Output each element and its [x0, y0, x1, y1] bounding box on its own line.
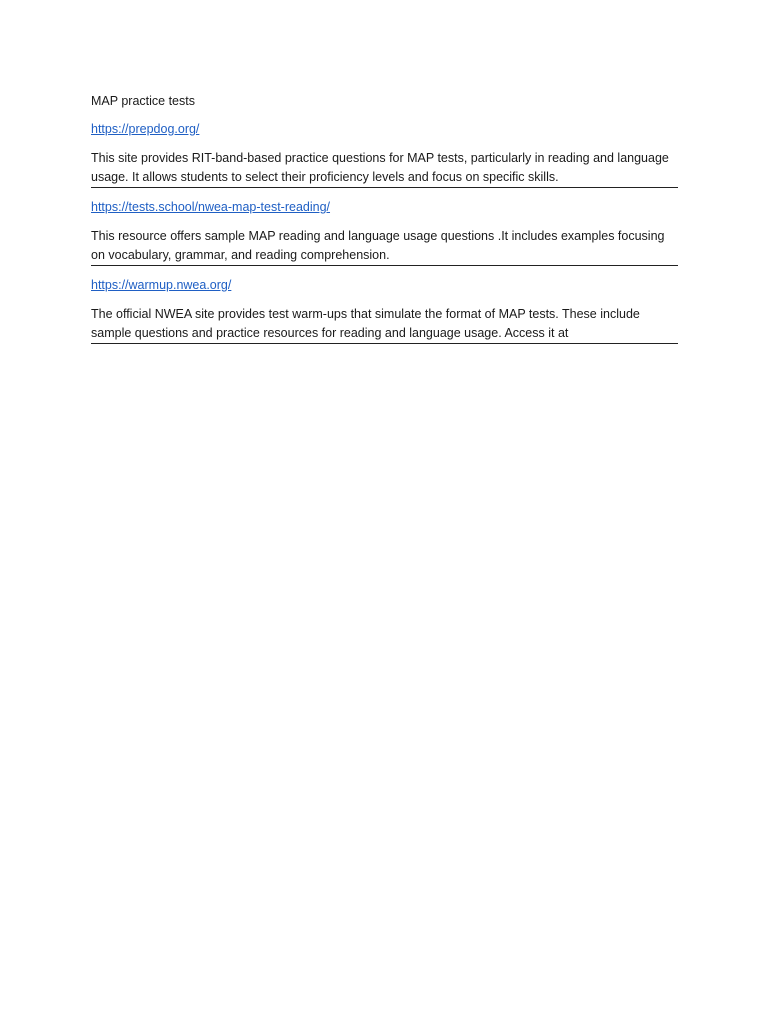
- resource-description-nwea-warmup: The official NWEA site provides test warm-ups that simulate the format of MAP tests. These include sample questions and practice resources for reading and language usage. Access it at: [91, 305, 678, 344]
- document-title: MAP practice tests: [91, 94, 195, 108]
- resource-entry-prepdog: [91, 120, 678, 188]
- document-page: [91, 92, 678, 354]
- resource-link-nwea-warmup[interactable]: https://warmup.nwea.org/: [91, 278, 232, 292]
- resource-entry-tests-school: [91, 198, 678, 266]
- resource-link-prepdog[interactable]: https://prepdog.org/: [91, 122, 200, 136]
- resource-entry-nwea-warmup: [91, 276, 678, 344]
- resource-description-tests-school: This resource offers sample MAP reading and language usage questions .It includes examples focusing on vocabulary, grammar, and reading comprehension.: [91, 227, 678, 266]
- resource-description-prepdog: This site provides RIT-band-based practice questions for MAP tests, particularly in reading and language usage. It allows students to select their proficiency levels and focus on specific skills.: [91, 149, 678, 188]
- resource-link-tests-school[interactable]: https://tests.school/nwea-map-test-reading/: [91, 200, 331, 214]
